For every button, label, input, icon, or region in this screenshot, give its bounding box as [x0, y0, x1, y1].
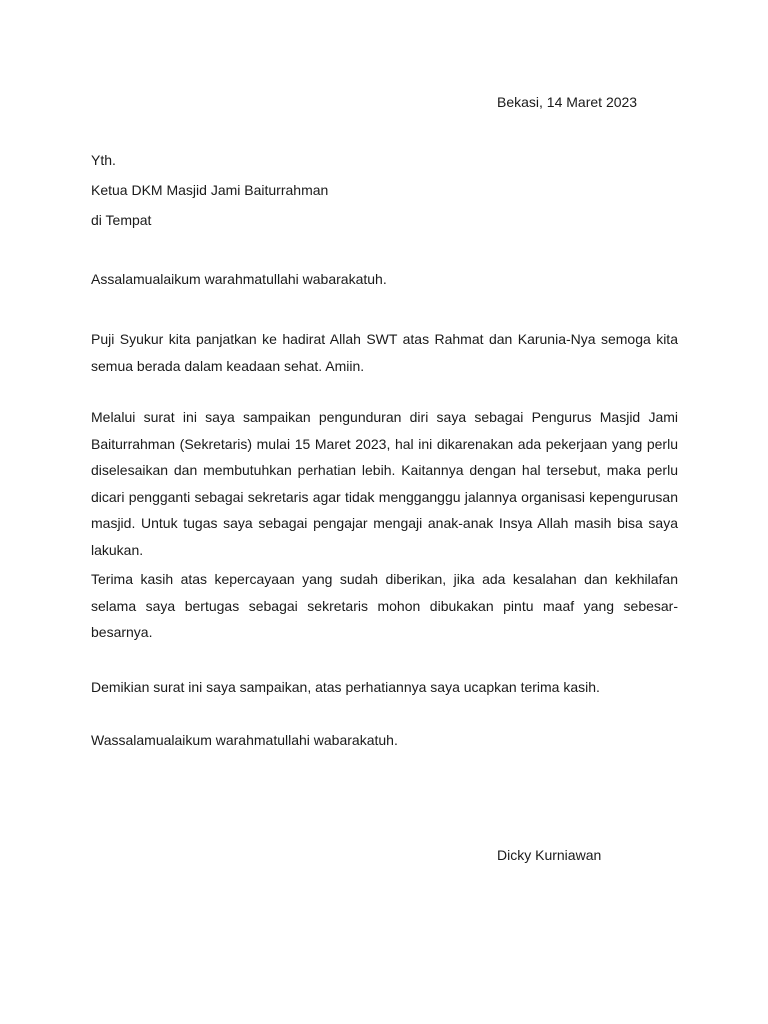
- recipient-salutation: Yth.: [91, 152, 116, 168]
- opening-greeting: Assalamualaikum warahmatullahi wabarakatuh.: [91, 271, 387, 287]
- paragraph-resignation: Melalui surat ini saya sampaikan pengunduran diri saya sebagai Pengurus Masjid Jami Baiturrahman (Sekretaris) mulai 15 Maret 2023, hal ini dikarenakan ada pekerjaan yang perlu diselesaikan dan membutuhkan perhatian lebih. Kaitannya dengan hal tersebut, maka perlu dicari pengganti sebagai sekretaris agar tidak mengganggu jalannya organisasi kepengurusan masjid. Untuk tugas saya sebagai pengajar mengaji anak-anak Insya Allah masih bisa saya lakukan.: [91, 409, 678, 558]
- paragraph-gratitude: Puji Syukur kita panjatkan ke hadirat Allah SWT atas Rahmat dan Karunia-Nya semoga kita semua berada dalam keadaan sehat. Amiin.: [91, 331, 678, 374]
- recipient-location: di Tempat: [91, 212, 152, 228]
- recipient-addressee: Ketua DKM Masjid Jami Baiturrahman: [91, 182, 329, 198]
- recipient-block: [91, 150, 681, 240]
- closing-greeting: Wassalamualaikum warahmatullahi wabarakatuh.: [91, 732, 398, 748]
- place-date: Bekasi, 14 Maret 2023: [497, 94, 638, 110]
- paragraph-thanks: Terima kasih atas kepercayaan yang sudah diberikan, jika ada kesalahan dan kekhilafan selama saya bertugas sebagai sekretaris mohon dibukakan pintu maaf yang sebesar-besarnya.: [91, 571, 678, 640]
- closing-statement: Demikian surat ini saya sampaikan, atas perhatiannya saya ucapkan terima kasih.: [91, 679, 600, 695]
- signatory-name: Dicky Kurniawan: [497, 847, 602, 863]
